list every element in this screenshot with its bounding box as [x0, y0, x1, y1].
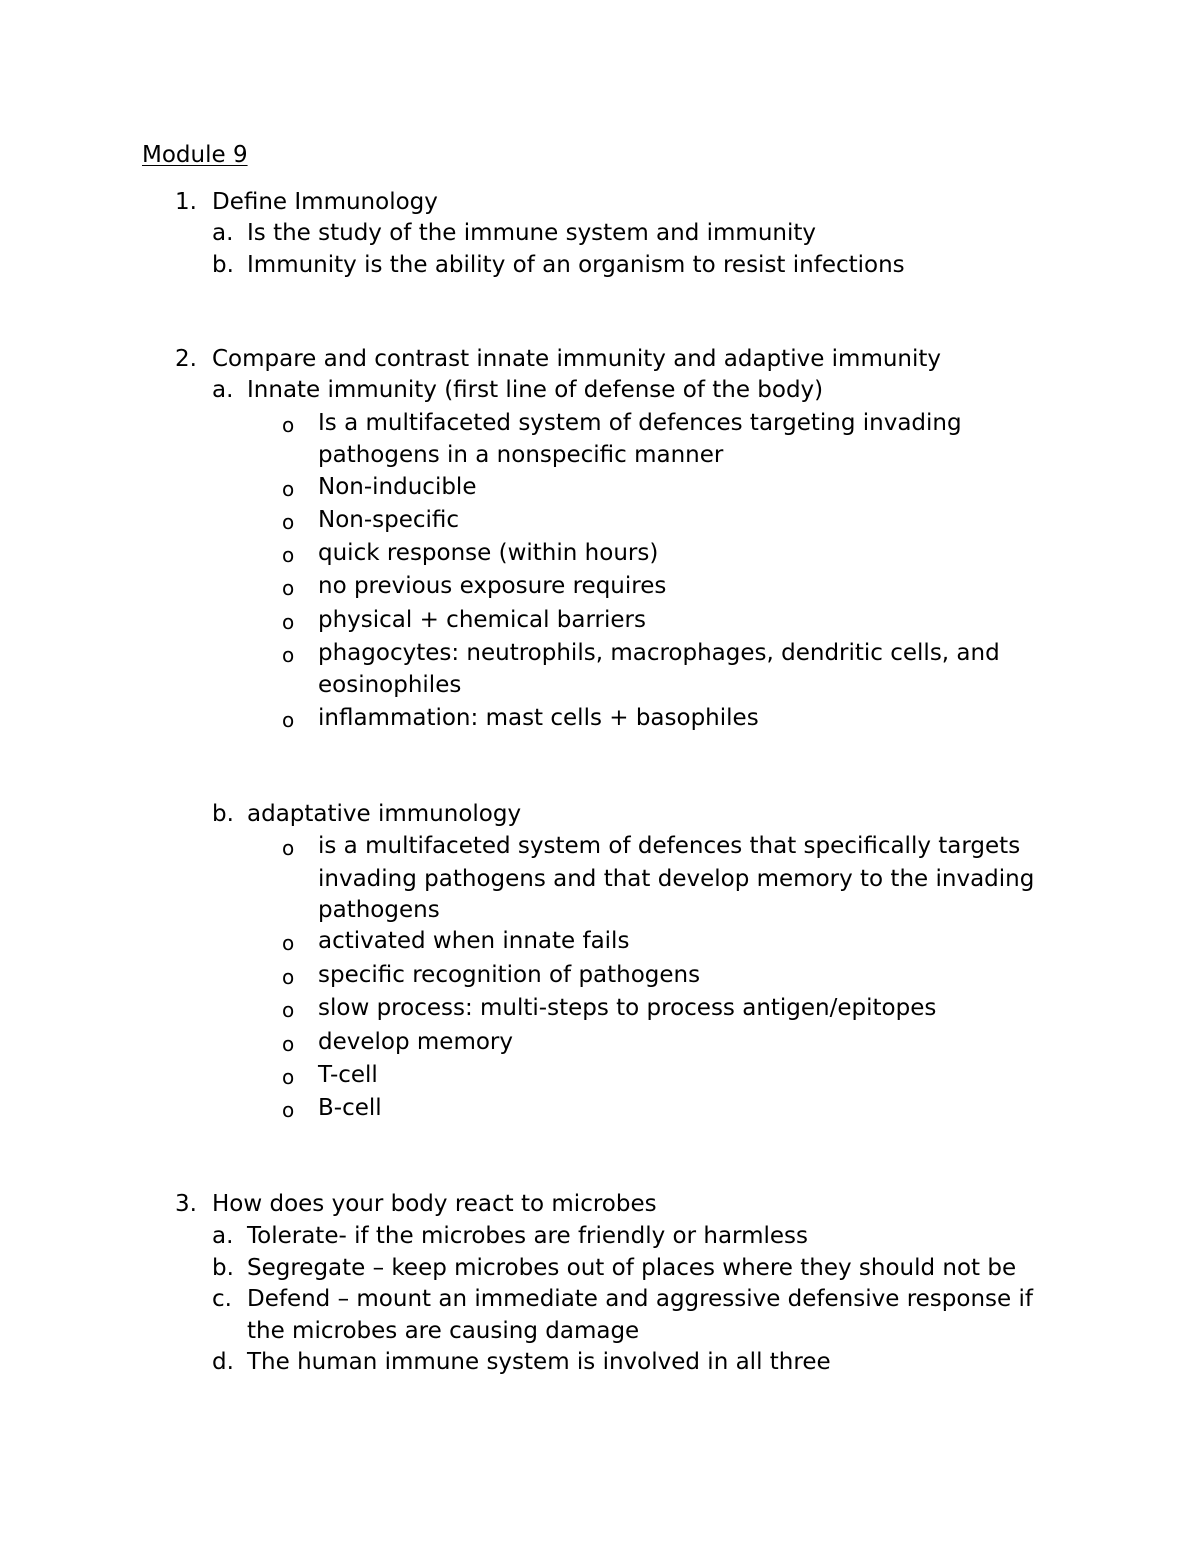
item-text: Is the study of the immune system and immunity [247, 220, 817, 246]
item-text: Immunity is the ability of an organism to resist infections [247, 252, 905, 278]
bullet-text-continued: pathogens in a nonspecific manner [318, 442, 724, 468]
item-text: Segregate – keep microbes out of places where they should not be [247, 1255, 1017, 1281]
bullet-text: quick response (within hours) [318, 540, 659, 566]
bullet-text: specific recognition of pathogens [318, 962, 701, 988]
bullet-marker: o [282, 1065, 295, 1089]
item-letter: b. [212, 801, 234, 827]
item-letter: b. [212, 1255, 234, 1281]
bullet-text-continued: eosinophiles [318, 672, 462, 698]
bullet-marker: o [282, 543, 295, 567]
bullet-text: Non-inducible [318, 474, 477, 500]
bullet-text: physical + chemical barriers [318, 607, 646, 633]
bullet-text: Non-specific [318, 507, 460, 533]
item-text: Tolerate- if the microbes are friendly or harmless [247, 1223, 809, 1249]
bullet-text: T-cell [318, 1062, 378, 1088]
item-letter: a. [212, 377, 234, 403]
item-text: The human immune system is involved in all three [247, 1349, 831, 1375]
section-heading: Define Immunology [212, 189, 438, 215]
bullet-marker: o [282, 477, 295, 501]
bullet-marker: o [282, 836, 295, 860]
bullet-text: phagocytes: neutrophils, macrophages, dendritic cells, and [318, 640, 1000, 666]
bullet-text: no previous exposure requires [318, 573, 667, 599]
bullet-marker: o [282, 610, 295, 634]
bullet-text: develop memory [318, 1029, 513, 1055]
bullet-marker: o [282, 413, 295, 437]
section-heading: Compare and contrast innate immunity and adaptive immunity [212, 346, 942, 372]
bullet-marker: o [282, 576, 295, 600]
item-text: adaptative immunology [247, 801, 522, 827]
section-number: 2. [175, 346, 197, 372]
bullet-marker: o [282, 510, 295, 534]
section-number: 1. [175, 189, 197, 215]
bullet-text: inflammation: mast cells + basophiles [318, 705, 759, 731]
bullet-text: activated when innate fails [318, 928, 630, 954]
item-letter: a. [212, 220, 234, 246]
item-text: Innate immunity (first line of defense of the body) [247, 377, 824, 403]
bullet-marker: o [282, 643, 295, 667]
bullet-text: B-cell [318, 1095, 382, 1121]
bullet-marker: o [282, 708, 295, 732]
item-text-continued: the microbes are causing damage [247, 1318, 640, 1344]
bullet-text: Is a multifaceted system of defences targeting invading [318, 410, 962, 436]
item-letter: d. [212, 1349, 234, 1375]
item-letter: b. [212, 252, 234, 278]
bullet-text: is a multifaceted system of defences that specifically targets [318, 833, 1021, 859]
item-letter: a. [212, 1223, 234, 1249]
section-number: 3. [175, 1191, 197, 1217]
bullet-marker: o [282, 998, 295, 1022]
bullet-text: slow process: multi-steps to process antigen/epitopes [318, 995, 937, 1021]
bullet-text-continued: pathogens [318, 897, 440, 923]
item-letter: c. [212, 1286, 232, 1312]
item-text: Defend – mount an immediate and aggressive defensive response if [247, 1286, 1033, 1312]
bullet-marker: o [282, 931, 295, 955]
bullet-marker: o [282, 1032, 295, 1056]
bullet-marker: o [282, 1098, 295, 1122]
section-heading: How does your body react to microbes [212, 1191, 657, 1217]
bullet-marker: o [282, 965, 295, 989]
page-title: Module 9 [142, 142, 248, 168]
bullet-text-continued: invading pathogens and that develop memory to the invading [318, 866, 1035, 892]
